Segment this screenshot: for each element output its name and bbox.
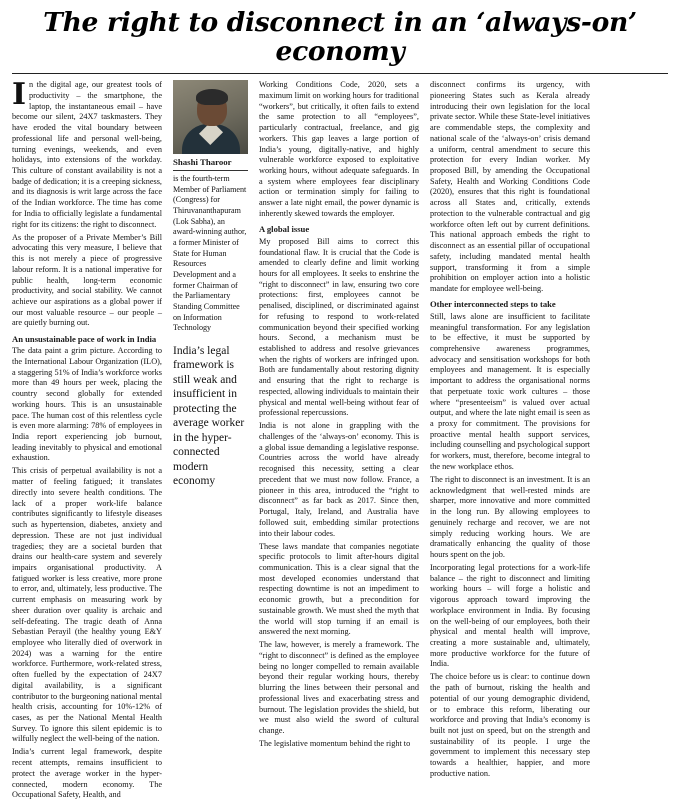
author-name: Shashi Tharoor [173,157,248,171]
paragraph: My proposed Bill aims to correct this foundational flaw. It is crucial that the Code is amended to clearly define and limit working hours for all employees. It seeks to enshrine the “right to disconnect” in law, ensuring two core protections: first, employees cannot be penalised, disciplined, or discriminated against for refusing to respond to work-related communication beyond their specified working hours. Second, a mechanism must be established to address and resolve grievances when the rights of workers are infringed upon. Both are fundamentally about restoring dignity and ensuring that the right to recharge is respected, allowing individuals to maintain their physical and mental well-being without fear of professional repercussions. [259,236,419,418]
author-bio: is the fourth-term Member of Parliament (Congress) for Thiruvananthapuram (Lok Sabha), an award-winning author, a former Minister of State for Human Resources Development and a former Chairman of the Parliamentary Standing Committee on Information Technology [173,173,247,333]
section-heading-interconnected-steps: Other interconnected steps to take [430,299,556,310]
lede-paragraph [12,77,162,230]
paragraph: As the proposer of a Private Member’s Bill advocating this very measure, I believe that this is not merely a piece of progressive labour reform. It is a national imperative for public health, long-term economic productivity, and social stability. We cannot achieve our aspirations as a global power if our most valuable resource – our people – are quietly burning out. [12,232,162,328]
paragraph: India’s current legal framework, despite recent attempts, remains insufficient to protect the average worker in the hyper-connected, modern economy. The Occupational Safety, Health, and [12,747,162,800]
paragraph: These laws mandate that companies negotiate specific protocols to limit after-hours digital communication. This is a clear signal that the most developed economies understand that respecting downtime is not an impediment to economic growth, but a precondition for sustainable growth. We must shed the myth that the world will stop turning if an email is answered the next morning. [259,541,419,637]
paragraph: Working Conditions Code, 2020, sets a maximum limit on working hours for traditional “workers”, but critically, it often fails to extend the same protection to all “employees”, particularly contractual, freelance, and gig workers. This gap leaves a large portion of India’s young, digitally-native, and highly vulnerable workforce exposed to exploitative working hours, without adequate safeguards. In a system where employees fear disciplinary action or termination simply for failing to answer a late night email, the power dynamic is inherently skewed towards the employer. [259,80,419,218]
paragraph: disconnect confirms its urgency, with pioneering States such as Kerala already introducing their own legislation for the local private sector. While these State-level initiatives are commendable steps, the complexity and national scale of the ‘always-on’ crisis demand a uniform, central amendment to secure this protection for every Indian worker. My proposed Bill, by amending the Occupational Safety, Health and Working Conditions Code (2020), ensures that this right is foundational across all States and, critically, extends protection to the vulnerable contractual and gig workforce often left out by current definitions. This national approach embeds the right to disconnect as an essential pillar of occupational safety, including mandated mental health support, transforming it from a simple prohibition on employer action into a holistic mandate for employee well-being. [430,80,590,293]
column-one [12,77,162,803]
author-column [173,80,248,492]
page-title: The right to disconnect in an ‘always-on’ economy [43,7,637,68]
paragraph: The legislative momentum behind the right to [259,739,411,749]
pull-quote: India’s legal framework is still weak and insufficient in protecting the average worker in the hyper-connected modern economy [173,344,245,488]
column-four [430,80,590,782]
paragraph: Incorporating legal protections for a work-life balance – the right to disconnect and limiting working hours – will forge a holistic and vigorous approach toward improving the workplace environment in India. By focusing on the well-being of our employees, both their physical and mental health will improve, creating a more sustainable and, ultimately, more productive workforce for the future of India. [430,562,590,669]
section-heading-global-issue: A global issue [259,224,310,235]
article-columns [12,77,668,803]
paragraph: India is not alone in grappling with the challenges of the ‘always-on’ economy. This is a global issue demanding a legislative response. Countries across the world have already recognised this necessity, setting a clear precedent that we must now follow. France, a pioneer in this area, introduced the “right to disconnect” as far back as 2017. Since then, Portugal, Italy, Ireland, and Australia have followed suit, embedding similar protections into their labour codes. [259,421,419,538]
header-divider [12,73,668,74]
lede-text: n the digital age, our greatest tools of productivity – the smartphone, the laptop, the instantaneous email – have become our silent, 24X7 taskmasters. They have eroded the vital boundary between professional life and personal well-being, turning evenings, weekends, and even holidays, into extensions of the workday. This culture of constant availability is not a badge of dedication; it is a creeping sickness, and its diagnosis is writ large across the face of the Indian workforce. The time has come for India to officially legislate a fundamental right for its citizens: the right to disconnect. [12,80,162,229]
paragraph: The right to disconnect is an investment. It is an acknowledgment that well-rested minds are sharper, more innovative and more committed in the long run. By allowing employees to genuinely recharge and recover, we are not simply reducing working hours. We are dramatically enhancing the quality of those hours spent on the job. [430,474,590,559]
paragraph: The data paint a grim picture. According to the International Labour Organization (ILO), a staggering 51% of India’s workforce works more than 49 hours per week, placing the country second globally for extended working hours. This is an unsustainable pace. The human cost of this relentless cycle is even more alarming: 78% of employees in India report experiencing job burnout, leading inevitably to physical and emotional exhaustion. [12,346,162,463]
paragraph: The law, however, is merely a framework. The “right to disconnect” is defined as the employee being no longer compelled to remain available beyond their regular working hours, thereby blurring the lines between their personal and professional lives and exacerbating stress and burnout. The legislation provides the shield, but we must also wield the sword of cultural change. [259,640,419,736]
column-three [259,80,419,752]
paragraph: The choice before us is clear: to continue down the path of burnout, risking the health and potential of our young demographic dividend, or to embrace this reform, liberating our workforce and proving that India’s economy is built not just on speed, but on the strength and sustainability of its people. I urge the government to implement this necessary step towards a healthier, happier, and more productive nation. [430,672,590,778]
avatar [173,80,248,154]
section-heading-unsustainable-pace: An unsustainable pace of work in India [12,333,157,344]
paragraph: This crisis of perpetual availability is not a matter of feeling fatigued; it translates directly into severe health conditions. The lack of a proper work-life balance contributes significantly to lifestyle diseases such as hypertension, diabetes, anxiety and depression. These are not just individual tragedies; they are a societal burden that drains our health-care system and severely impairs organisational productivity. A fatigued worker is less creative, more prone to error, and, ultimately, less productive. The current emphasis on measuring work by sheer duration over quality is archaic and self-defeating. The tragic death of Anna Sebastian Perayil (the healthy young E&Y employee who literally died of overwork in 2024) was a warning for the entire workforce. Furthermore, work-related stress, often fuelled by the expectation of 24X7 digital availability, is a significant contributor to the burgeoning national mental health crisis, accounting for 10%-12% of cases, as per the National Mental Health Survey. To ignore this silent epidemic is to wilfully neglect the well-being of the nation. [12,466,162,744]
photo-hair [196,89,228,105]
drop-cap: I [12,77,27,113]
paragraph: Still, laws alone are insufficient to facilitate meaningful transformation. For any legislation to be effective, it must be supported by comprehensive awareness programmes, advocacy and sensitisation workshops for both employees and management. It is especially important to address the organisational norms that perpetuate toxic work cultures – those where “presenteeism” is valued over actual output, and where the late night email is seen as a proxy for commitment. The provisions for proactive mental health support services, including counselling and psychological support for workers, must, therefore, become integral to the new workplace ethos. [430,311,590,471]
